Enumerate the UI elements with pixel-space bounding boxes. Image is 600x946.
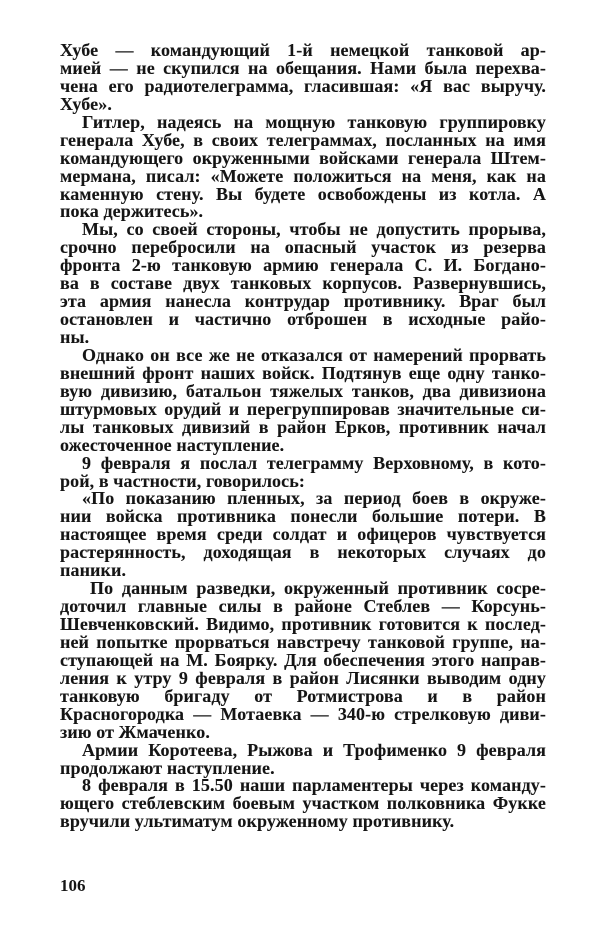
text-line: Армии Коротеева, Рыжова и Трофименко 9 февраля [82, 739, 546, 760]
text-line: Однако он все же не отказался от намерений прорвать [82, 344, 546, 365]
paragraph [60, 739, 546, 778]
page-number: 106 [60, 876, 86, 895]
text-line: ожесточенное наступление. [60, 434, 285, 455]
text-line: Гитлер, надеясь на мощную танковую группировку [82, 111, 546, 132]
text-line: ступающей на М. Боярку. Для обеспечения этого направ- [60, 649, 546, 670]
paragraph [60, 221, 546, 347]
text-line: 8 февраля в 15.50 наши парламентеры через команду- [82, 775, 546, 796]
text-line: паники. [60, 560, 127, 581]
text-line: Шевченковский. Видимо, противник готовится к послед- [60, 614, 546, 634]
text-line: каменную стену. Вы будете освобождены из котла. А [60, 183, 546, 204]
text-line: ны. [60, 327, 90, 347]
text-line: ления к утру 9 февраля в район Лисянки выводим одну [60, 667, 546, 688]
text-line: Хубе». [60, 93, 112, 114]
text-line: вую дивизию, батальон тяжелых танков, два дивизиона [60, 380, 546, 401]
paragraph [60, 42, 546, 114]
text-line: мермана, писал: «Можете положиться на меня, как на [60, 165, 546, 186]
text-line: ющего стеблевским боевым участком полковника Фукке [60, 793, 546, 814]
text-line: нии войска противника понесли большие потери. В [60, 506, 546, 527]
text-line: ва в составе двух танковых корпусов. Развернувшись, [60, 273, 546, 294]
text-line: Хубе — командующий 1-й немецкой танковой ар- [60, 40, 546, 60]
text-line: зию от Жмаченко. [60, 721, 210, 742]
text-line: остановлен и частично отброшен в исходные райо- [60, 309, 546, 330]
text-line: вручили ультиматум окруженному противнику. [60, 811, 455, 832]
text-line: чена его радиотелеграмма, гласившая: «Я вас выручу. [60, 75, 546, 96]
text-line: ней попытке прорваться навстречу танковой группе, на- [60, 631, 546, 652]
paragraph [60, 580, 546, 741]
paragraph [60, 111, 546, 222]
text-line: Красногородка — Мотаевка — 340-ю стрелковую диви- [60, 703, 546, 724]
text-line: эта армия нанесла контрудар противнику. Враг был [60, 291, 546, 312]
text-line: доточил главные силы в районе Стеблев — Корсунь- [60, 596, 546, 617]
text-line: настоящее время среди солдат и офицеров чувствуется [60, 524, 546, 545]
text-line: срочно перебросили на опасный участок из резерва [60, 237, 546, 258]
text-line: рой, в частности, говорилось: [60, 470, 305, 491]
text-line: По данным разведки, окруженный противник сосре- [90, 578, 546, 599]
paragraph [60, 490, 546, 580]
paragraph [60, 777, 546, 831]
text-line: генерала Хубе, в своих телеграммах, посланных на имя [60, 129, 546, 150]
text-line: «По показанию пленных, за период боев в окруже- [82, 488, 546, 509]
text-line: Мы, со своей стороны, чтобы не допустить прорыва, [82, 219, 546, 240]
text-line: командующего окруженными войсками генерала Штем- [60, 147, 546, 168]
text-line: танковую бригаду от Ротмистрова и в район [60, 685, 546, 706]
text-line: растерянность, доходящая в некоторых случаях до [60, 542, 546, 563]
text-line: пока держитесь». [60, 201, 204, 222]
text-line: 9 февраля я послал телеграмму Верховному, в кото- [82, 452, 546, 473]
text-line: продолжают наступление. [60, 757, 275, 778]
text-line: внешний фронт наших войск. Подтянув еще одну танко- [60, 362, 546, 383]
page-body-text [60, 42, 546, 831]
text-line: мией — не скупился на обещания. Нами была перехва- [60, 57, 546, 78]
paragraph [60, 344, 546, 455]
text-line: штурмовых орудий и перегруппировав значительные си- [60, 398, 546, 419]
paragraph [60, 452, 546, 491]
text-line: лы танковых дивизий в район Ерков, противник начал [60, 416, 546, 437]
text-line: фронта 2-ю танковую армию генерала С. И. Богдано- [60, 255, 546, 276]
